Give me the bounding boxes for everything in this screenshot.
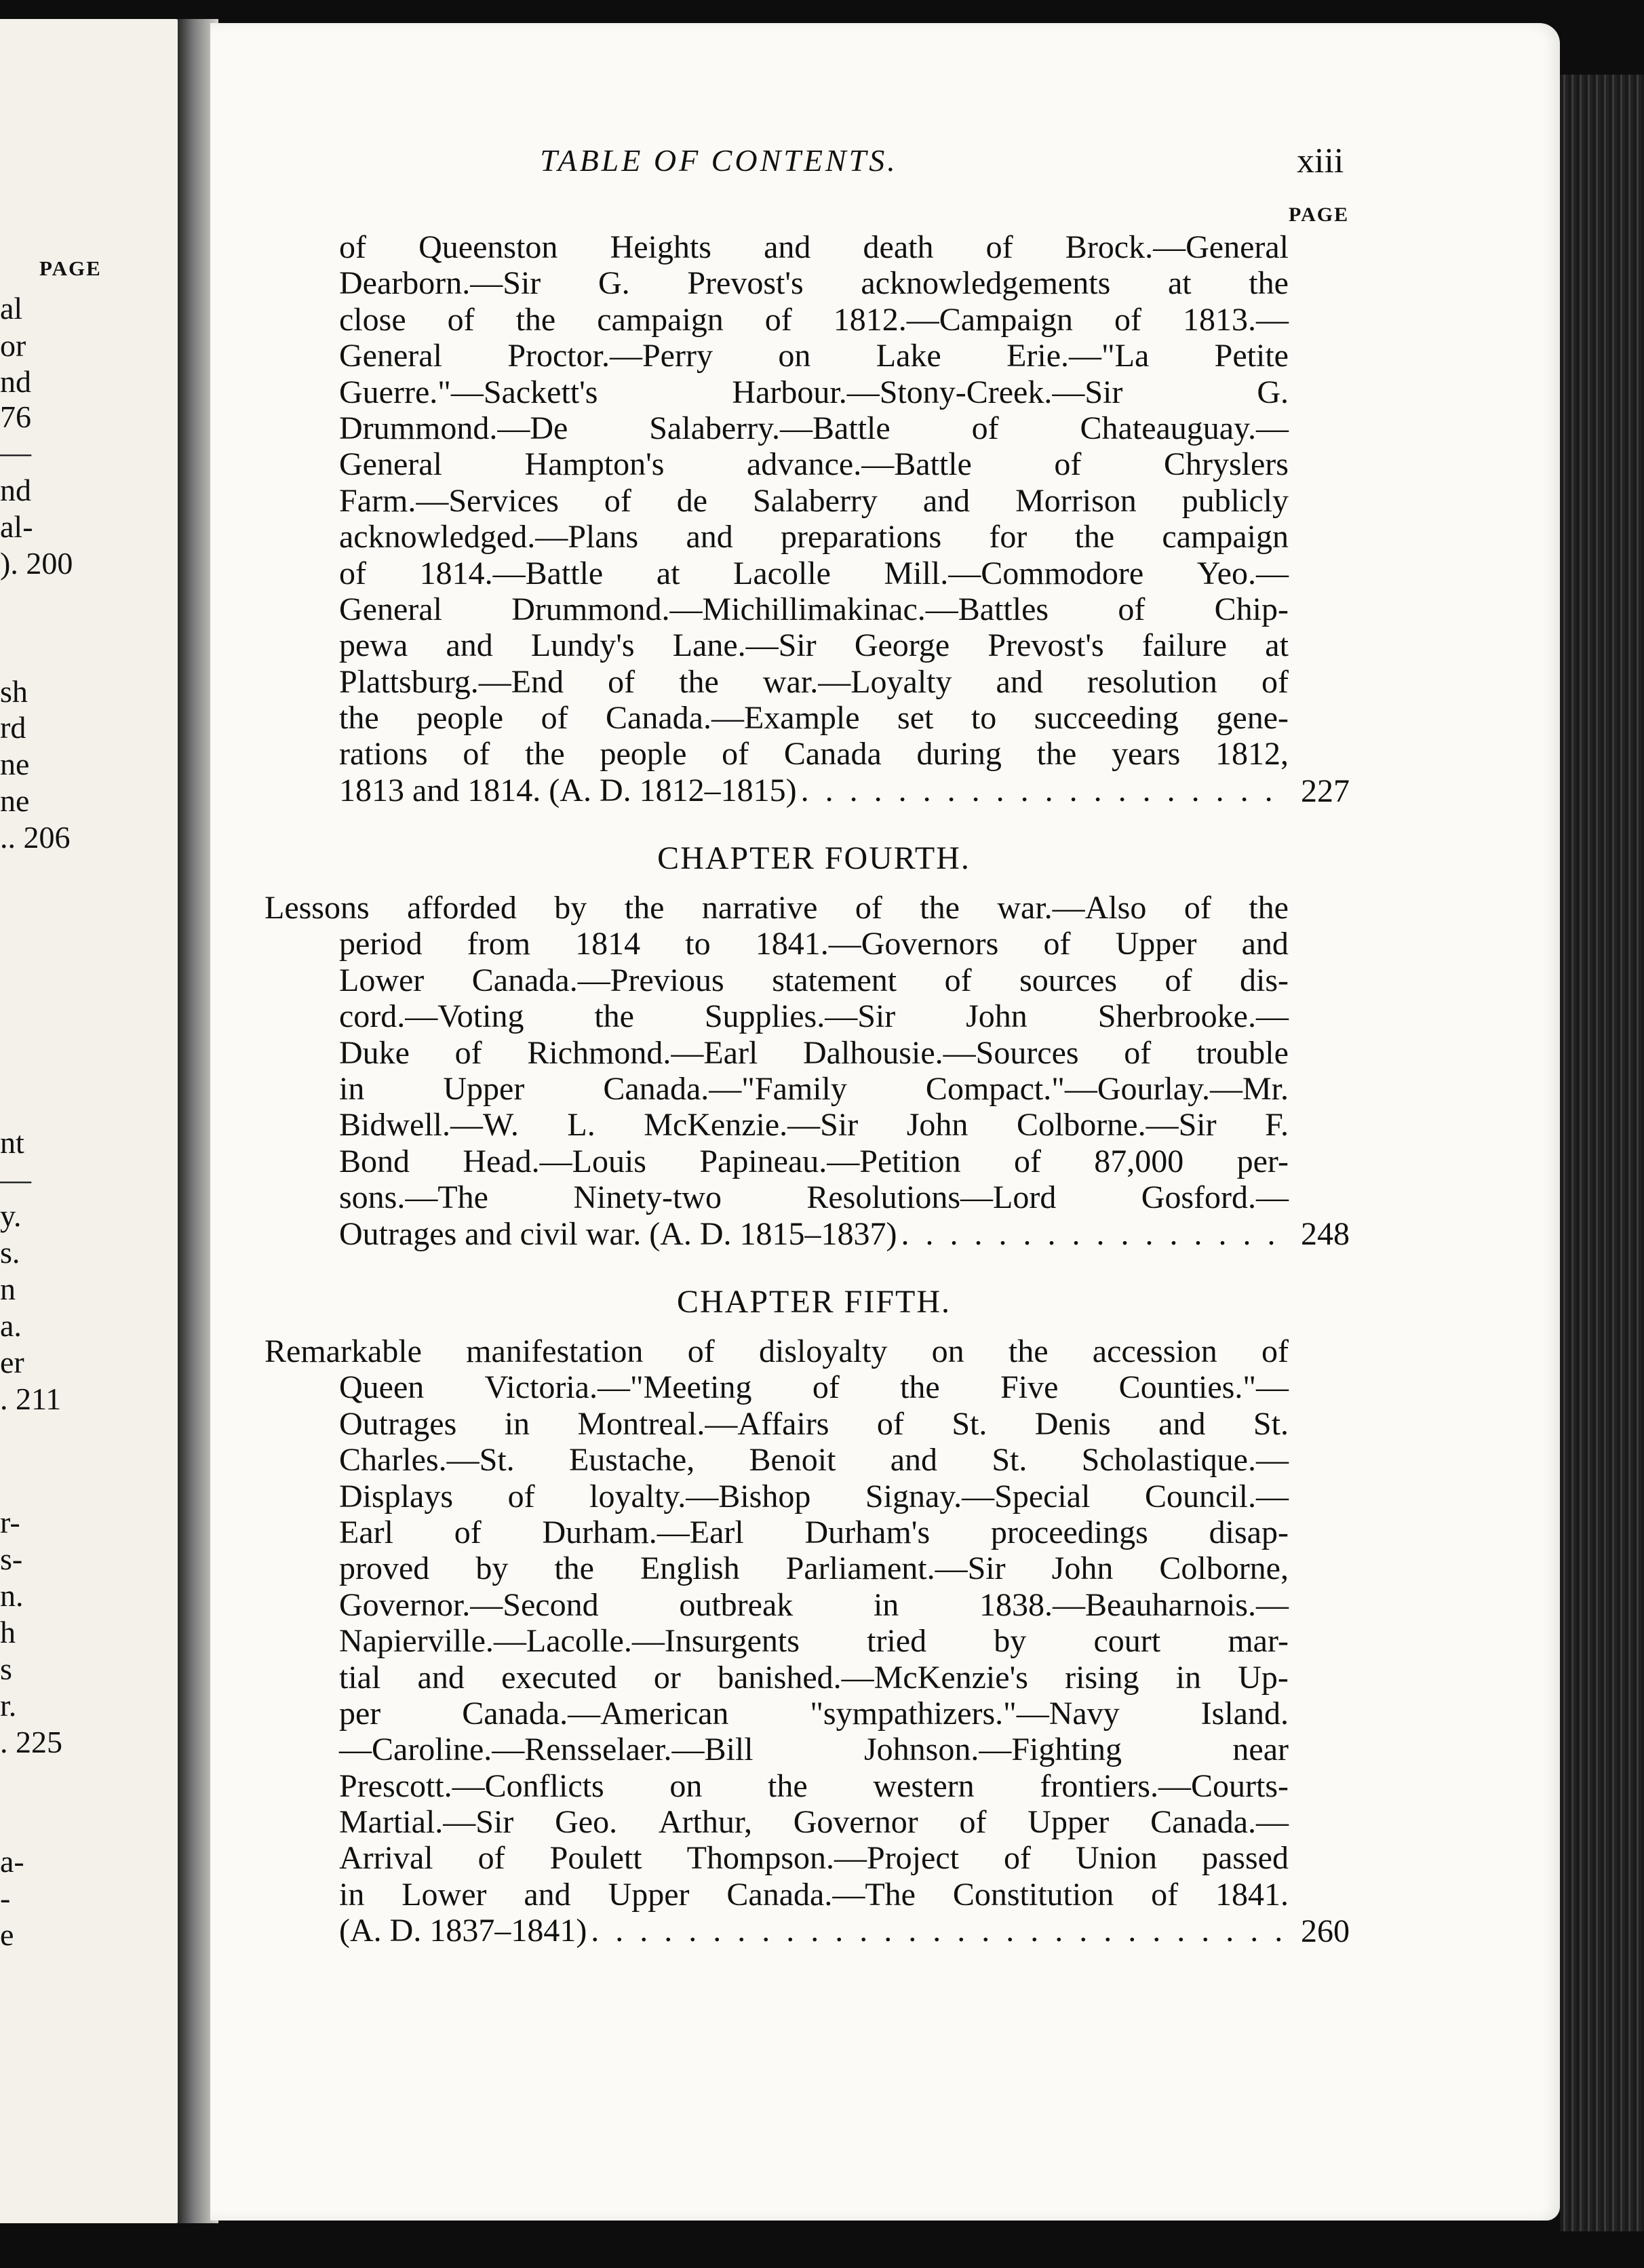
toc-line: Dearborn.—Sir G. Prevost's acknowledgements at the <box>339 265 1289 302</box>
left-fragment: y. <box>0 1198 22 1233</box>
chapter-fourth-heading: CHAPTER FOURTH. <box>657 840 971 876</box>
left-fragment: s- <box>0 1542 23 1576</box>
left-fragment-page: . 211 <box>0 1382 62 1416</box>
toc-leader-line <box>339 1913 1289 1949</box>
dot-leader <box>901 1216 1285 1252</box>
left-fragment: nd <box>0 473 31 507</box>
left-fragment-page: ). 200 <box>0 546 73 581</box>
left-fragment: s <box>0 1651 12 1686</box>
left-fragment: h <box>0 1615 16 1649</box>
chapter-fourth-page-number: 248 <box>1301 1216 1350 1252</box>
left-fragment: rd <box>0 710 26 745</box>
entry-chapter-fifth <box>265 1333 1289 1949</box>
toc-line: —Caroline.—Rensselaer.—Bill Johnson.—Fighting near <box>339 1732 1289 1768</box>
toc-line: in Upper Canada.—"Family Compact."—Gourlay.—Mr. <box>339 1070 1289 1107</box>
toc-line: of Queenston Heights and death of Brock.—General <box>339 229 1289 265</box>
left-fragment: r- <box>0 1505 20 1540</box>
left-fragment: — <box>0 1162 31 1196</box>
toc-line: of 1814.—Battle at Lacolle Mill.—Commodore Yeo.— <box>339 555 1289 591</box>
page-number: xiii <box>1297 142 1344 180</box>
toc-line: in Lower and Upper Canada.—The Constitution of 1841. <box>339 1876 1289 1913</box>
toc-line: Duke of Richmond.—Earl Dalhousie.—Sources of trouble <box>339 1034 1289 1071</box>
toc-line: Prescott.—Conflicts on the western frontiers.—Courts- <box>339 1767 1289 1804</box>
toc-leader-line <box>339 1216 1289 1252</box>
toc-line: General Hampton's advance.—Battle of Chryslers <box>339 446 1289 483</box>
toc-line: General Proctor.—Perry on Lake Erie.—"La Petite <box>339 338 1289 374</box>
toc-line-final: (A. D. 1837–1841) <box>339 1913 587 1949</box>
left-fragment: ne <box>0 747 30 781</box>
toc-line: cord.—Voting the Supplies.—Sir John Sherbrooke.— <box>339 998 1289 1035</box>
running-head: TABLE OF CONTENTS. <box>540 143 898 178</box>
toc-line: sons.—The Ninety-two Resolutions—Lord Gosford.— <box>339 1179 1289 1216</box>
toc-line: General Drummond.—Michillimakinac.—Battles of Chip- <box>339 591 1289 627</box>
toc-line: Earl of Durham.—Earl Durham's proceedings disap- <box>339 1514 1289 1550</box>
chapter-fifth-heading: CHAPTER FIFTH. <box>676 1284 952 1320</box>
left-fragment: nt <box>0 1125 24 1160</box>
toc-line: Bond Head.—Louis Papineau.—Petition of 87,000 per- <box>339 1143 1289 1179</box>
toc-line-first: Lessons afforded by the narrative of the war.—Also of the <box>265 890 1289 926</box>
left-fragment-page: . 225 <box>0 1725 62 1759</box>
toc-line: Napierville.—Lacolle.—Insurgents tried by court mar- <box>339 1623 1289 1660</box>
toc-line: pewa and Lundy's Lane.—Sir George Prevost's failure at <box>339 627 1289 664</box>
toc-line: Governor.—Second outbreak in 1838.—Beauharnois.— <box>339 1586 1289 1623</box>
left-fragment: ne <box>0 783 30 818</box>
left-fragment: — <box>0 435 31 469</box>
toc-line: Arrival of Poulett Thompson.—Project of Union passed <box>339 1840 1289 1877</box>
dot-leader <box>591 1913 1285 1949</box>
left-fragment-page: .. 206 <box>0 820 71 855</box>
toc-line: Charles.—St. Eustache, Benoit and St. Scholastique.— <box>339 1442 1289 1479</box>
left-fragment: s. <box>0 1235 20 1270</box>
left-fragment: al- <box>0 509 33 544</box>
toc-line: acknowledged.—Plans and preparations for the campaign <box>339 519 1289 555</box>
toc-leader-line <box>339 773 1289 808</box>
left-facing-page <box>0 19 180 2223</box>
toc-line: Drummond.—De Salaberry.—Battle of Chateauguay.— <box>339 410 1289 446</box>
left-fragment: 76 <box>0 399 31 434</box>
toc-line: Outrages in Montreal.—Affairs of St. Denis and St. <box>339 1405 1289 1442</box>
toc-line: proved by the English Parliament.—Sir John Colborne, <box>339 1550 1289 1587</box>
left-fragment: - <box>0 1881 11 1915</box>
entry-page-number: 227 <box>1301 773 1350 809</box>
left-fragment: al <box>0 291 23 326</box>
left-page-label: PAGE <box>39 256 102 280</box>
dot-leader <box>801 773 1285 808</box>
left-fragment: er <box>0 1345 24 1380</box>
toc-line: Farm.—Services of de Salaberry and Morrison publicly <box>339 482 1289 519</box>
left-fragment: a- <box>0 1844 24 1879</box>
toc-line: Queen Victoria.—"Meeting of the Five Counties."— <box>339 1369 1289 1406</box>
toc-line: Plattsburg.—End of the war.—Loyalty and resolution of <box>339 663 1289 700</box>
toc-line: Lower Canada.—Previous statement of sources of dis- <box>339 962 1289 998</box>
page-edges <box>1560 75 1644 2231</box>
toc-line-first: Remarkable manifestation of disloyalty on the accession of <box>265 1333 1289 1369</box>
toc-line: rations of the people of Canada during the years 1812, <box>339 736 1289 773</box>
toc-line: tial and executed or banished.—McKenzie's rising in Up- <box>339 1659 1289 1696</box>
toc-line: Displays of loyalty.—Bishop Signay.—Special Council.— <box>339 1478 1289 1514</box>
toc-line-final: Outrages and civil war. (A. D. 1815–1837) <box>339 1215 897 1252</box>
toc-line: Guerre."—Sackett's Harbour.—Stony-Creek.—Sir G. <box>339 374 1289 410</box>
left-fragment: sh <box>0 674 28 709</box>
entry-chapter-fourth <box>265 890 1289 1252</box>
chapter-fifth-page-number: 260 <box>1301 1913 1350 1949</box>
left-fragment: nd <box>0 364 31 399</box>
toc-line: Martial.—Sir Geo. Arthur, Governor of Upper Canada.— <box>339 1804 1289 1841</box>
toc-line: Bidwell.—W. L. McKenzie.—Sir John Colborne.—Sir F. <box>339 1107 1289 1143</box>
toc-line-final: 1813 and 1814. (A. D. 1812–1815) <box>339 772 797 808</box>
left-fragment: r. <box>0 1688 17 1723</box>
left-fragment: n <box>0 1272 16 1306</box>
toc-line: the people of Canada.—Example set to succeeding gene- <box>339 700 1289 737</box>
left-fragment: n. <box>0 1578 24 1613</box>
page-column-label: PAGE <box>1289 203 1350 226</box>
left-fragment: a. <box>0 1308 22 1343</box>
toc-line: per Canada.—American "sympathizers."—Navy Island. <box>339 1695 1289 1732</box>
toc-line: close of the campaign of 1812.—Campaign of 1813.— <box>339 301 1289 338</box>
left-fragment: e <box>0 1917 14 1952</box>
left-fragment: or <box>0 328 26 363</box>
entry-chapter-third <box>339 229 1289 808</box>
toc-line: period from 1814 to 1841.—Governors of Upper and <box>339 926 1289 962</box>
